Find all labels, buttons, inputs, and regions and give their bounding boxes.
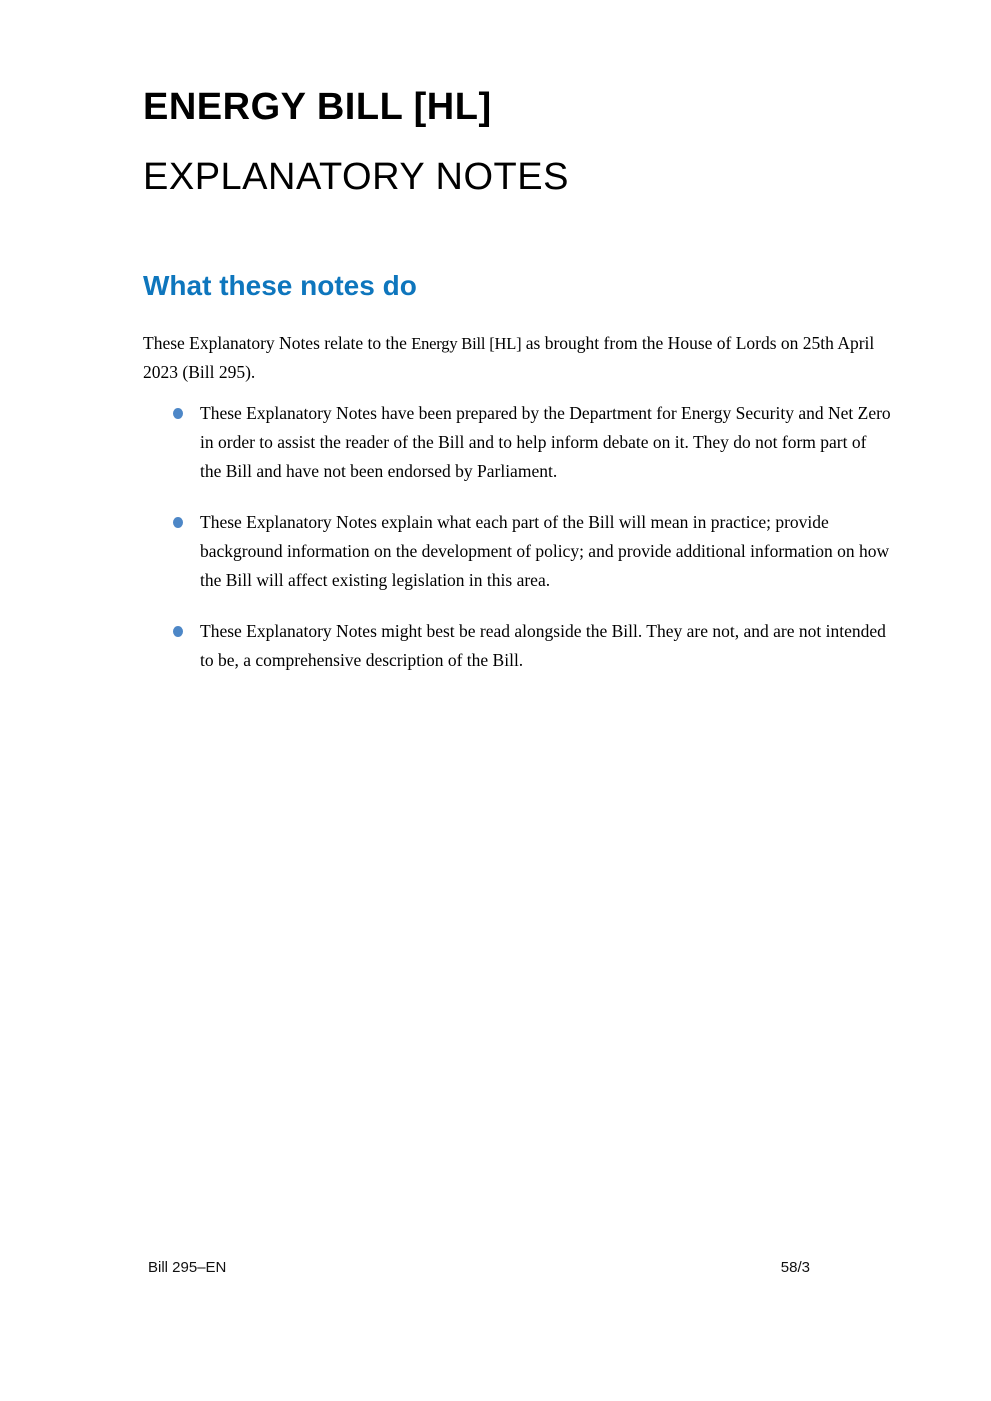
bullet-text: These Explanatory Notes have been prepared by the Department for Energy Security and Net Zero in order to assist the reader of the Bill and to help inform debate on it. They do not form part of the Bill and have not been endorsed by Parliament. xyxy=(200,402,891,481)
document-subtitle: EXPLANATORY NOTES xyxy=(143,155,569,198)
bullet-text: These Explanatory Notes explain what each part of the Bill will mean in practice; provide background information on the development of policy; and provide additional information on how the Bill will affect existing legislation in this area. xyxy=(200,511,890,590)
bullet-text: These Explanatory Notes might best be read alongside the Bill. They are not, and are not intended to be, a comprehensive description of the Bill. xyxy=(200,620,886,670)
intro-paragraph xyxy=(143,329,898,387)
footer-page-ref: 58/3 xyxy=(780,1259,810,1276)
footer-doc-ref: Bill 295–EN xyxy=(148,1259,227,1276)
intro-text-post: as brought from the House of Lords on 25th April 2023 (Bill 295). xyxy=(143,332,875,382)
notes-bullet-list xyxy=(143,399,898,675)
bullet-icon xyxy=(173,626,183,637)
list-item xyxy=(143,399,898,486)
page-footer xyxy=(148,1258,810,1278)
bullet-icon xyxy=(173,517,183,528)
document-title: ENERGY BILL [HL] xyxy=(143,86,492,128)
intro-text-pre: These Explanatory Notes relate to the xyxy=(143,332,412,353)
section-heading: What these notes do xyxy=(143,270,417,302)
page-content xyxy=(143,0,898,675)
list-item xyxy=(143,617,898,675)
bullet-icon xyxy=(173,408,183,419)
list-item xyxy=(143,508,898,595)
bill-reference: Energy Bill [HL] xyxy=(411,333,522,353)
